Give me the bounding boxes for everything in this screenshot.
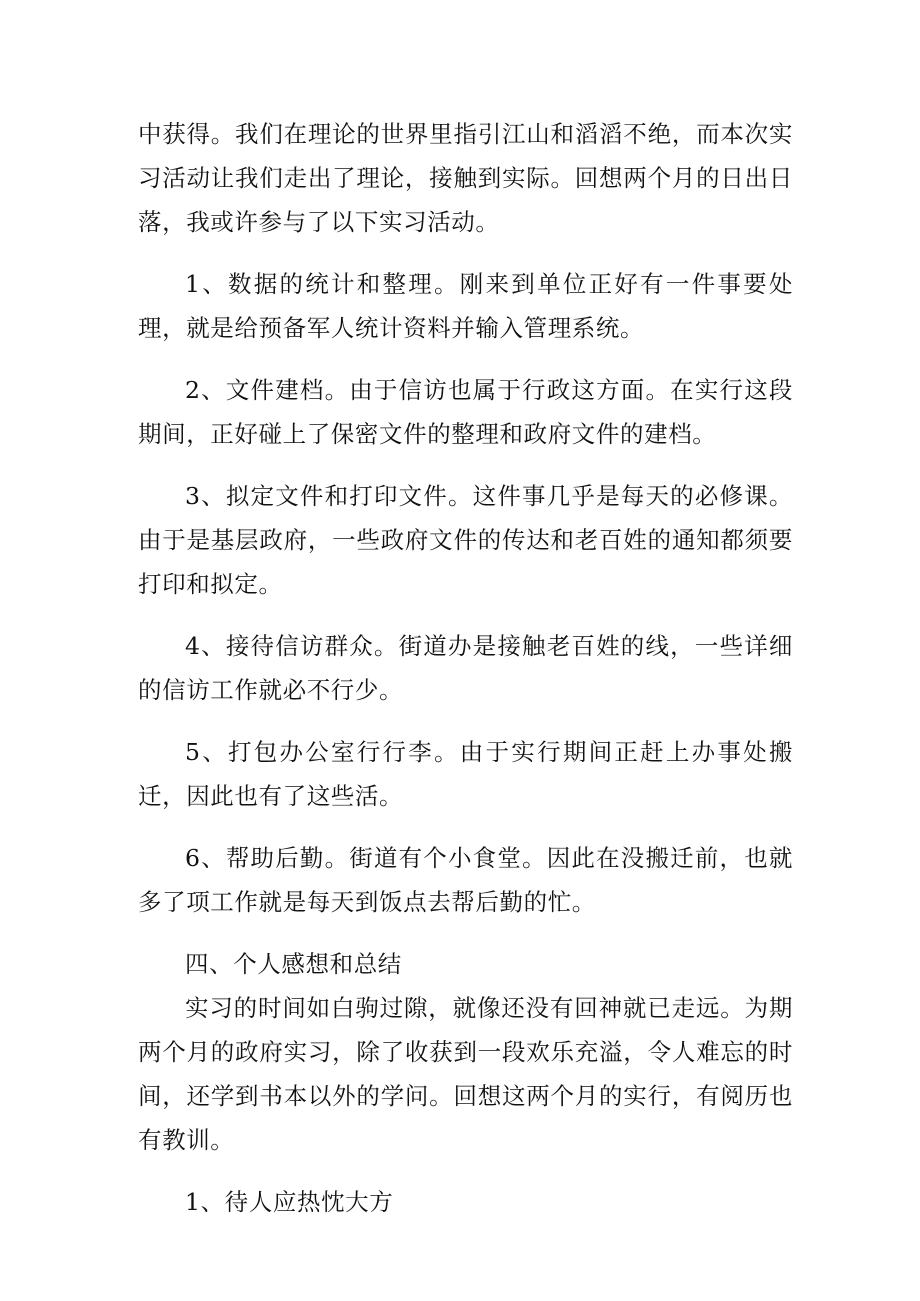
paragraph-item-6: 6、帮助后勤。街道有个小食堂。因此在没搬迁前，也就多了项工作就是每天到饭点去帮后勤的忙。 bbox=[138, 844, 793, 916]
paragraph-item-1: 1、数据的统计和整理。刚来到单位正好有一件事要处理，就是给预备军人统计资料并输入管理系统。 bbox=[138, 270, 793, 342]
paragraph-item-4: 4、接待信访群众。街道办是接触老百姓的线，一些详细的信访工作就必不行少。 bbox=[138, 632, 793, 704]
paragraph-item-2: 2、文件建档。由于信访也属于行政这方面。在实行这段期间，正好碰上了保密文件的整理和政府文件的建档。 bbox=[138, 376, 793, 448]
paragraph-item-5: 5、打包办公室行行李。由于实行期间正赶上办事处搬迁，因此也有了这些活。 bbox=[138, 738, 793, 810]
section-heading-summary: 四、个人感想和总结 bbox=[185, 950, 402, 978]
document-body bbox=[138, 112, 793, 1242]
paragraph-item-3: 3、拟定文件和打印文件。这件事几乎是每天的必修课。由于是基层政府，一些政府文件的传达和老百姓的通知都须要打印和拟定。 bbox=[138, 482, 793, 598]
paragraph-subitem-1: 1、待人应热忱大方 bbox=[185, 1188, 394, 1216]
paragraph-summary: 实习的时间如白驹过隙，就像还没有回神就已走远。为期两个月的政府实习，除了收获到一段欢乐充溢，令人难忘的时间，还学到书本以外的学问。回想这两个月的实行，有阅历也有教训。 bbox=[138, 994, 793, 1154]
paragraph-intro-continuation: 中获得。我们在理论的世界里指引江山和滔滔不绝，而本次实习活动让我们走出了理论，接触到实际。回想两个月的日出日落，我或许参与了以下实习活动。 bbox=[138, 120, 793, 236]
